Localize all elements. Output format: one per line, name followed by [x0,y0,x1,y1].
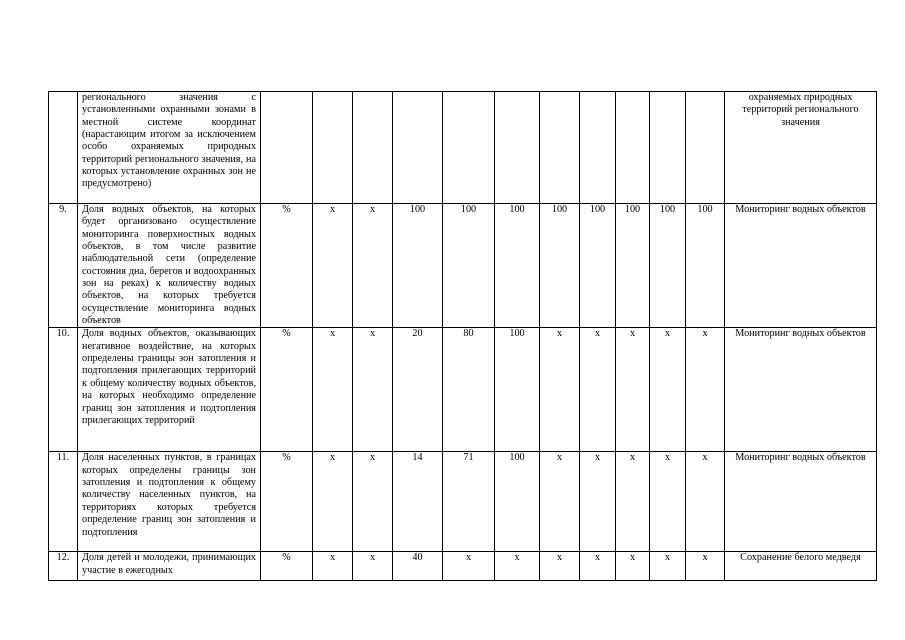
value-cell: 100 [650,204,686,328]
value-cell: х [540,452,580,552]
table-row [49,552,877,581]
indicator-description: Доля населенных пунктов, в границах которых определены границы зон затопления и подтопления к общему количеству населенных пунктов, на территориях которых требуется определение границ зон затопления и подтопления [78,452,261,552]
indicator-description: Доля водных объектов, на которых будет организовано осуществление мониторинга поверхностных водных объектов, в том числе развитие наблюдательной сети (определение состояния дна, берегов и водоохранных зон на реках) к количеству водных объектов, на которых требуется осуществление мониторинга водных объектов [78,204,261,328]
value-cell [495,92,540,204]
row-number: 12. [49,552,78,581]
value-cell: х [353,452,393,552]
value-cell: 100 [443,204,495,328]
value-cell: х [580,452,616,552]
value-cell: 40 [393,552,443,581]
value-cell: х [580,552,616,581]
value-cell [353,92,393,204]
value-cell: х [580,328,616,452]
value-cell: х [353,204,393,328]
value-cell [540,92,580,204]
indicators-table [48,91,877,581]
value-cell [616,92,650,204]
value-cell: 100 [686,204,725,328]
value-cell: х [540,552,580,581]
value-cell [686,92,725,204]
value-cell: 100 [393,204,443,328]
value-cell [313,92,353,204]
value-cell: х [313,328,353,452]
value-cell: 14 [393,452,443,552]
measure-name: Мониторинг водных объектов [725,204,877,328]
measure-name: Сохранение белого медведя [725,552,877,581]
value-cell: х [616,552,650,581]
unit-cell: % [261,328,313,452]
value-cell: х [495,552,540,581]
value-cell: х [650,552,686,581]
indicator-description: Доля детей и молодежи, принимающих участие в ежегодных [78,552,261,581]
value-cell: 100 [580,204,616,328]
value-cell: х [353,328,393,452]
value-cell: 80 [443,328,495,452]
value-cell [443,92,495,204]
value-cell: х [686,452,725,552]
value-cell [580,92,616,204]
value-cell: х [313,552,353,581]
table-row [49,452,877,552]
value-cell: 100 [495,328,540,452]
unit-cell [261,92,313,204]
value-cell: 100 [495,204,540,328]
value-cell: 100 [540,204,580,328]
value-cell: х [540,328,580,452]
value-cell: х [650,328,686,452]
row-number: 11. [49,452,78,552]
indicator-description: регионального значения с установленными охранными зонами в местной системе координат (нарастающим итогом за исключением особо охраняемых природных территорий регионального значения, на которых установление охранных зон не предусмотрено) [78,92,261,204]
unit-cell: % [261,204,313,328]
value-cell: х [313,452,353,552]
value-cell: х [686,328,725,452]
value-cell: х [650,452,686,552]
table-row [49,204,877,328]
measure-name: Мониторинг водных объектов [725,452,877,552]
value-cell: х [616,328,650,452]
value-cell: 100 [495,452,540,552]
value-cell: х [686,552,725,581]
unit-cell: % [261,552,313,581]
value-cell: 71 [443,452,495,552]
measure-name: охраняемых природных территорий регионального значения [725,92,877,204]
row-number: 9. [49,204,78,328]
value-cell: 100 [616,204,650,328]
value-cell [650,92,686,204]
value-cell: х [353,552,393,581]
unit-cell: % [261,452,313,552]
row-number: 10. [49,328,78,452]
table-row [49,328,877,452]
row-number [49,92,78,204]
measure-name: Мониторинг водных объектов [725,328,877,452]
value-cell: х [616,452,650,552]
value-cell: х [443,552,495,581]
value-cell: 20 [393,328,443,452]
value-cell [393,92,443,204]
indicator-description: Доля водных объектов, оказывающих негативное воздействие, на которых определены границы зон затопления и подтопления прилегающих территорий к общему количеству водных объектов, на которых необходимо определение границ зон затопления и подтопления прилегающих территорий [78,328,261,452]
table-row [49,92,877,204]
value-cell: х [313,204,353,328]
